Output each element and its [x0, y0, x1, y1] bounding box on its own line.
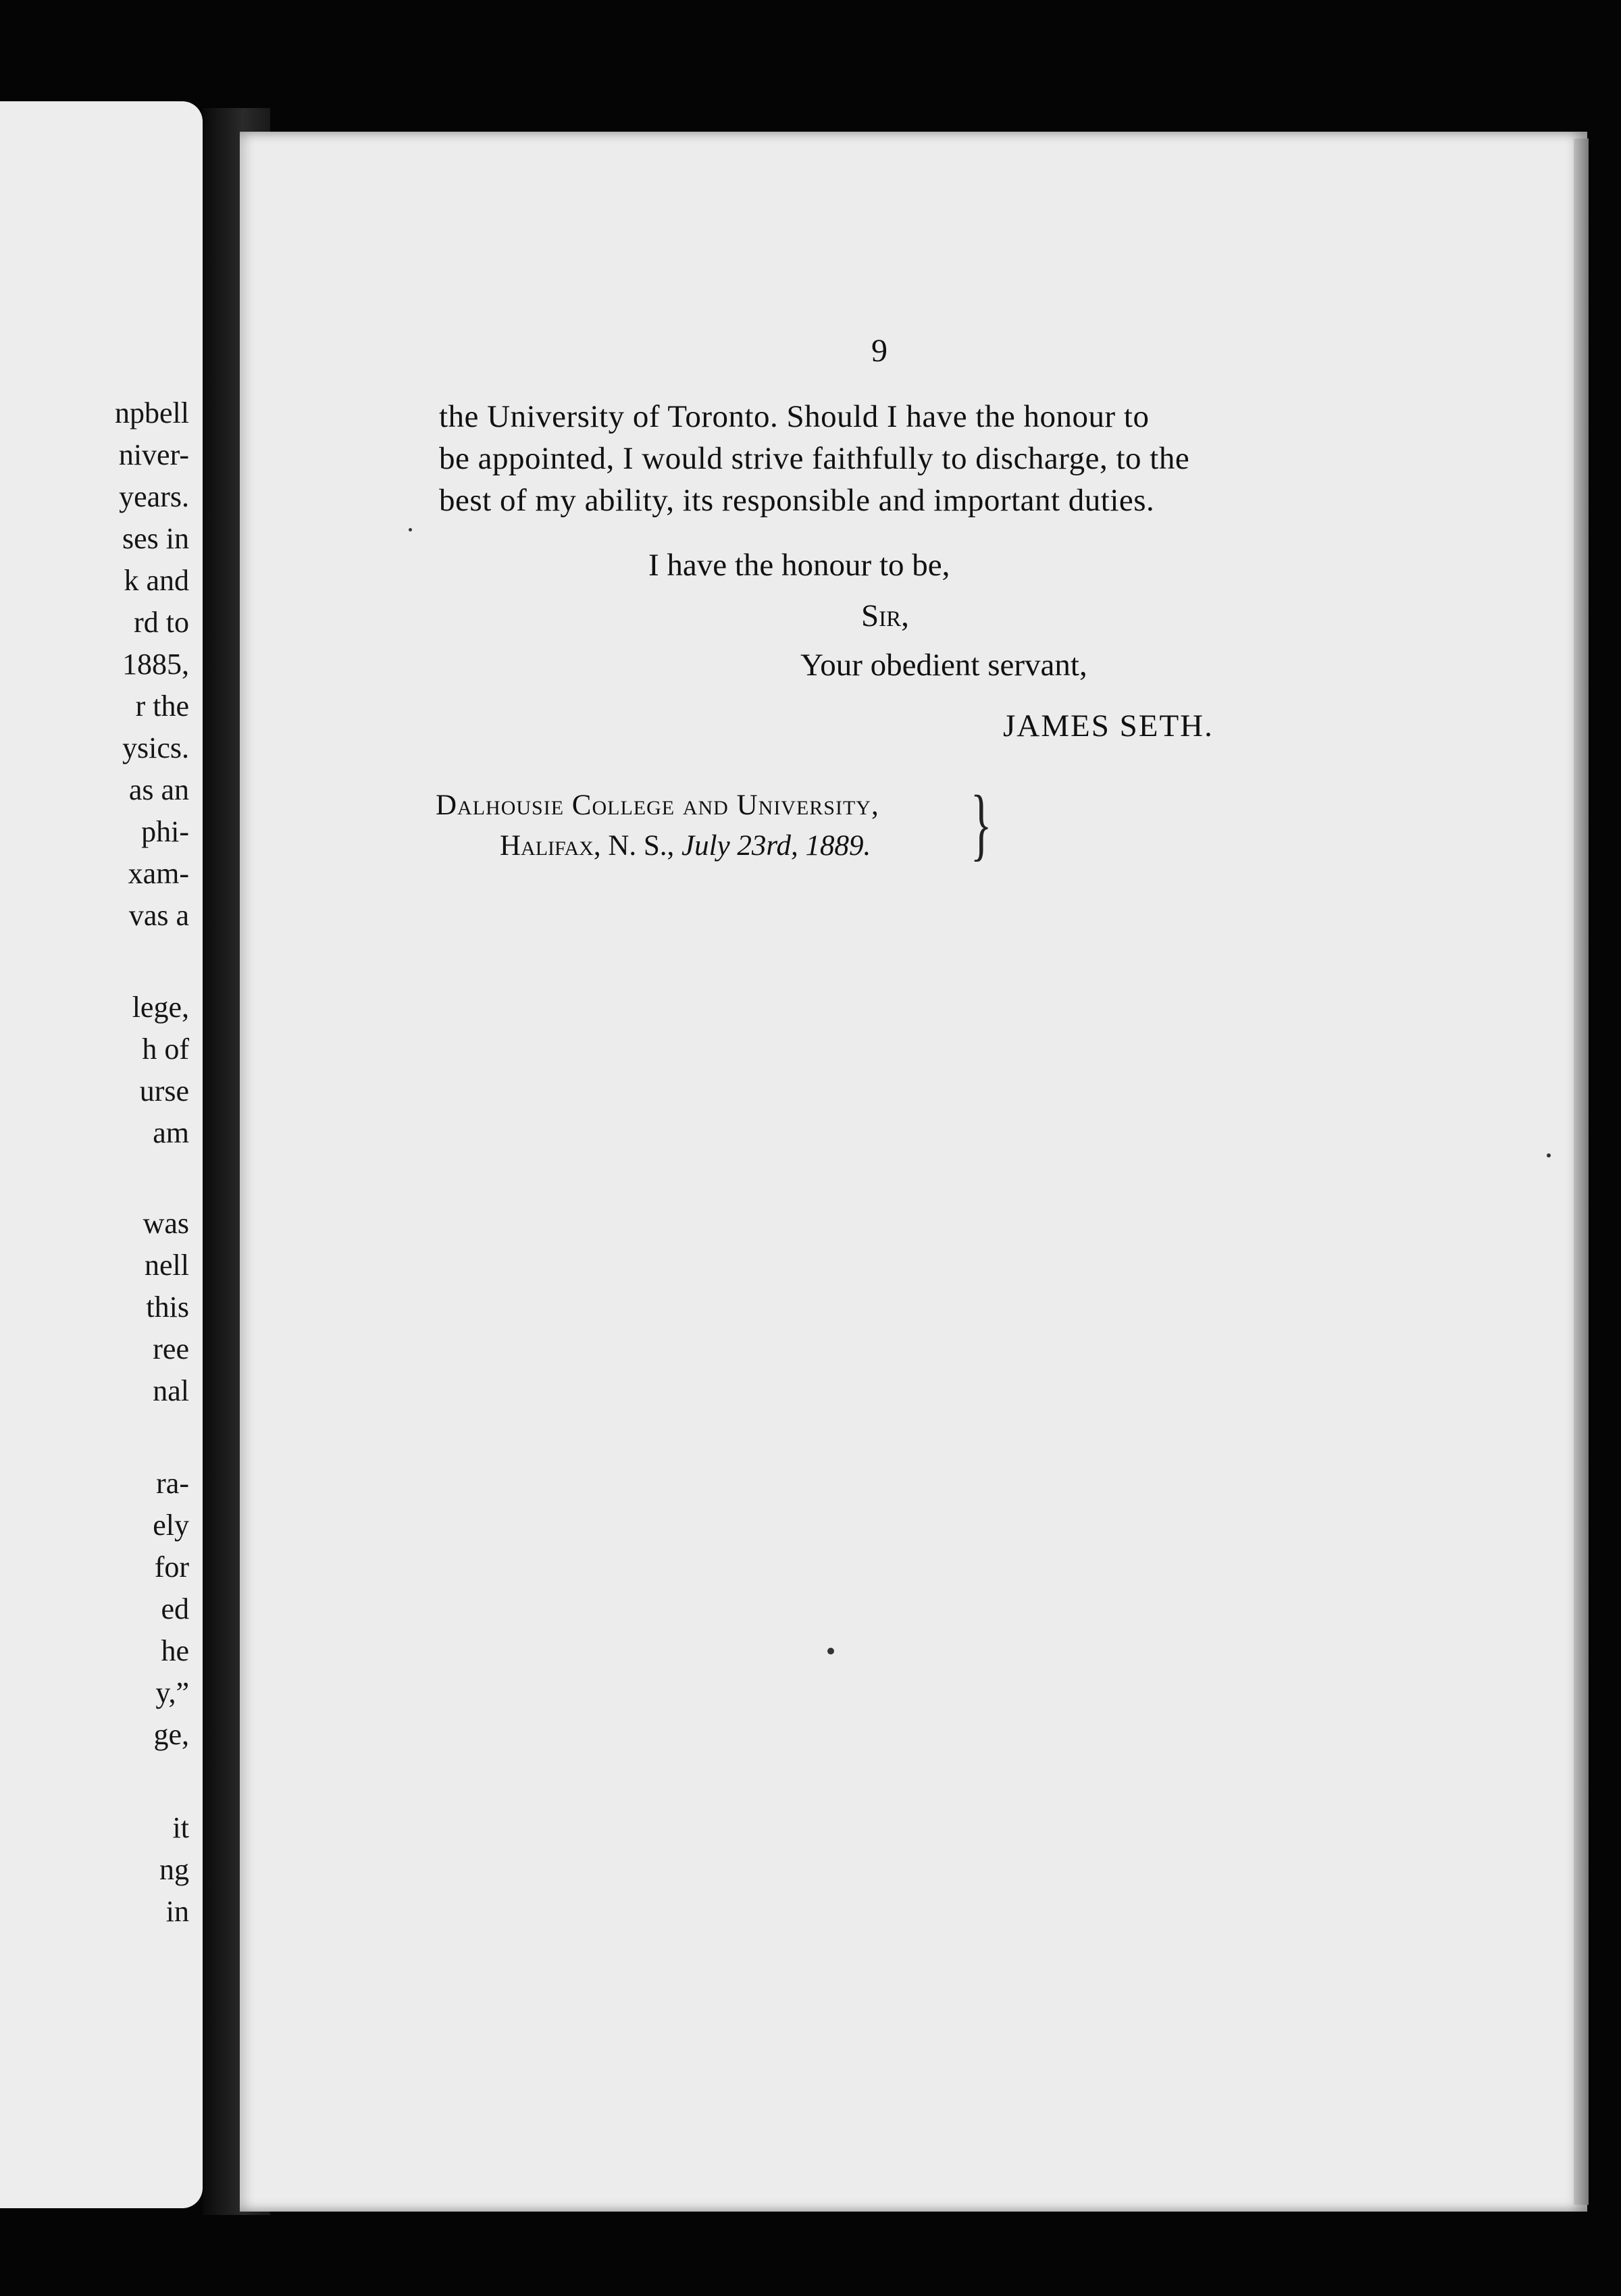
left-facing-page	[0, 101, 203, 2208]
left-page-fragment: lege,	[132, 991, 189, 1024]
page-edge	[1574, 138, 1589, 2205]
address-date: July 23rd, 1889.	[681, 830, 871, 862]
left-page-fragment: r the	[135, 689, 189, 723]
left-page-fragment: npbell	[115, 396, 189, 429]
left-page-fragment: he	[161, 1634, 189, 1667]
left-page-fragment: ysics.	[122, 731, 189, 764]
left-page-fragment: xam-	[128, 857, 189, 890]
left-page-fragment: k and	[124, 564, 189, 597]
left-page-fragment: phi-	[141, 815, 189, 848]
left-page-fragment: ely	[153, 1509, 189, 1542]
closing-line-3: Your obedient servant,	[800, 648, 1087, 683]
left-page-fragment: nell	[145, 1249, 189, 1282]
left-page-fragment: vas a	[128, 899, 189, 932]
address-brace: }	[970, 779, 992, 868]
salutation: Sir,	[861, 598, 909, 633]
left-page-fragment: for	[154, 1550, 189, 1584]
address-line-1: Dalhousie College and University,	[436, 789, 879, 821]
signature: JAMES SETH.	[1003, 708, 1214, 743]
address-line-2	[500, 829, 871, 862]
left-page-fragment: in	[165, 1895, 189, 1928]
left-page-fragment: ree	[153, 1332, 189, 1365]
left-page-fragment: rd to	[134, 606, 189, 639]
left-page-fragment: 1885,	[122, 648, 189, 681]
left-page-fragment: this	[146, 1290, 189, 1324]
left-page-fragment: ge,	[153, 1718, 189, 1751]
left-page-fragment: am	[153, 1116, 189, 1149]
left-page-fragment: as an	[128, 773, 189, 806]
left-page-fragment: ra-	[156, 1467, 189, 1500]
left-page-fragment: it	[172, 1811, 189, 1844]
left-page-fragment: ed	[161, 1592, 189, 1625]
speck	[409, 528, 412, 531]
left-page-fragment: years.	[119, 480, 189, 513]
left-page-fragment: y,”	[155, 1676, 189, 1709]
address-place: Halifax, N. S.,	[500, 830, 675, 862]
speck	[827, 1648, 834, 1654]
page-number: 9	[871, 333, 887, 369]
left-page-fragment: urse	[139, 1074, 189, 1107]
body-line-2: be appointed, I would strive faithfully to discharge, to the	[439, 441, 1190, 476]
left-page-fragment: niver-	[118, 438, 189, 471]
left-page-fragment: was	[143, 1207, 189, 1240]
speck	[1547, 1153, 1551, 1157]
closing-line-1: I have the honour to be,	[648, 548, 950, 583]
left-page-fragment: h of	[142, 1033, 189, 1066]
left-page-fragment: nal	[153, 1374, 189, 1407]
body-line-3: best of my ability, its responsible and important duties.	[439, 483, 1155, 518]
left-page-fragment: ng	[159, 1853, 189, 1886]
body-line-1: the University of Toronto. Should I have the honour to	[439, 399, 1150, 434]
left-page-fragment: ses in	[122, 522, 189, 555]
